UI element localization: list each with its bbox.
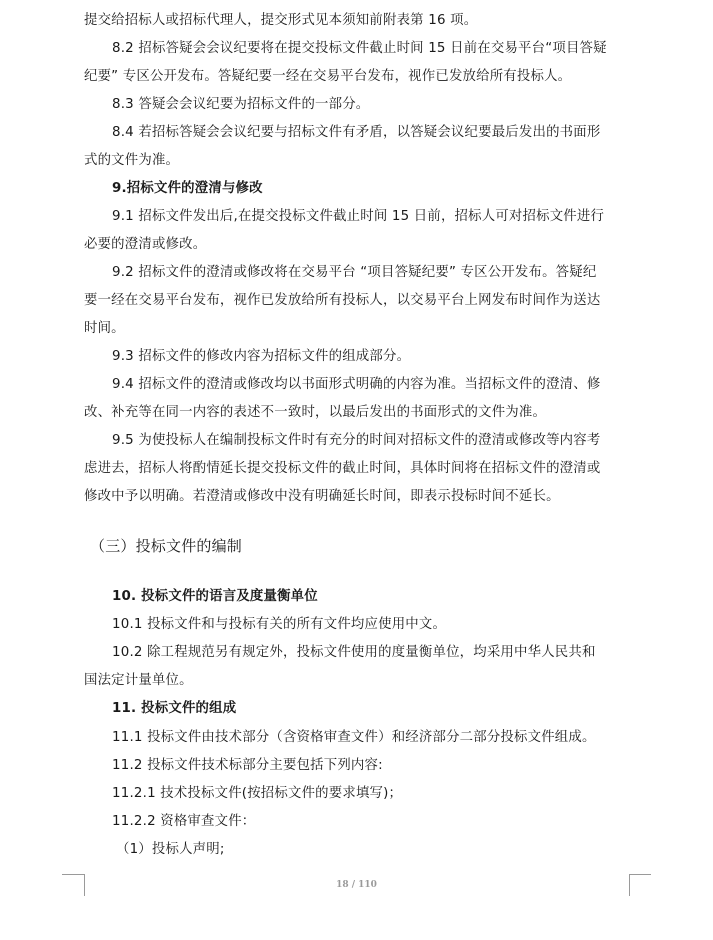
text-line: 8.3 答疑会会议纪要为招标文件的一部分。 [112, 97, 370, 112]
text-line: 式的文件为准。 [84, 153, 180, 168]
text-line: 9.1 招标文件发出后,在提交投标文件截止时间 15 日前，招标人可对招标文件进行 [112, 209, 605, 224]
text-line: 10.1 投标文件和与投标有关的所有文件均应使用中文。 [112, 617, 447, 632]
text-line: 要一经在交易平台发布，视作已发放给所有投标人，以交易平台上网发布时间作为送达 [84, 293, 601, 308]
text-line: 11.2 投标文件技术标部分主要包括下列内容: [112, 758, 383, 773]
crop-mark-left-h [62, 874, 84, 875]
text-line: 11.1 投标文件由技术部分（含资格审查文件）和经济部分二部分投标文件组成。 [112, 730, 596, 745]
text-line: 时间。 [84, 321, 125, 336]
text-line: 10.2 除工程规范另有规定外，投标文件使用的度量衡单位，均采用中华人民共和 [112, 645, 596, 660]
chapter-heading: （三）投标文件的编制 [90, 537, 243, 555]
crop-mark-right-h [629, 874, 651, 875]
text-line: 8.2 招标答疑会会议纪要将在提交投标文件截止时间 15 日前在交易平台“项目答疑 [112, 41, 607, 56]
text-line: 国法定计量单位。 [84, 673, 193, 688]
text-line: 9.2 招标文件的澄清或修改将在交易平台 “项目答疑纪要” 专区公开发布。答疑纪 [112, 265, 597, 280]
text-line: 8.4 若招标答疑会会议纪要与招标文件有矛盾，以答疑会议纪要最后发出的书面形 [112, 125, 601, 140]
text-line: 9.5 为使投标人在编制投标文件时有充分的时间对招标文件的澄清或修改等内容考 [112, 433, 601, 448]
text-line: 提交给招标人或招标代理人，提交形式见本须知前附表第 16 项。 [84, 13, 478, 28]
text-line: 11.2.2 资格审查文件： [112, 814, 256, 829]
text-line: 必要的澄清或修改。 [84, 237, 207, 252]
text-line: 9.4 招标文件的澄清或修改均以书面形式明确的内容为准。当招标文件的澄清、修 [112, 377, 601, 392]
text-line: （1）投标人声明; [116, 842, 225, 857]
section-heading: 11. 投标文件的组成 [112, 701, 237, 716]
text-line: 9.3 招标文件的修改内容为招标文件的组成部分。 [112, 349, 411, 364]
section-heading: 9.招标文件的澄清与修改 [112, 181, 263, 196]
text-line: 修改中予以明确。若澄清或修改中没有明确延长时间，即表示投标时间不延长。 [84, 489, 560, 504]
text-line: 纪要” 专区公开发布。答疑纪要一经在交易平台发布，视作已发放给所有投标人。 [84, 69, 572, 84]
text-line: 11.2.1 技术投标文件(按招标文件的要求填写)； [112, 786, 403, 801]
text-line: 虑进去，招标人将酌情延长提交投标文件的截止时间，具体时间将在招标文件的澄清或 [84, 461, 601, 476]
page-indicator: 18 / 110 [336, 880, 377, 890]
section-heading: 10. 投标文件的语言及度量衡单位 [112, 589, 318, 604]
text-line: 改、补充等在同一内容的表述不一致时，以最后发出的书面形式的文件为准。 [84, 405, 547, 420]
